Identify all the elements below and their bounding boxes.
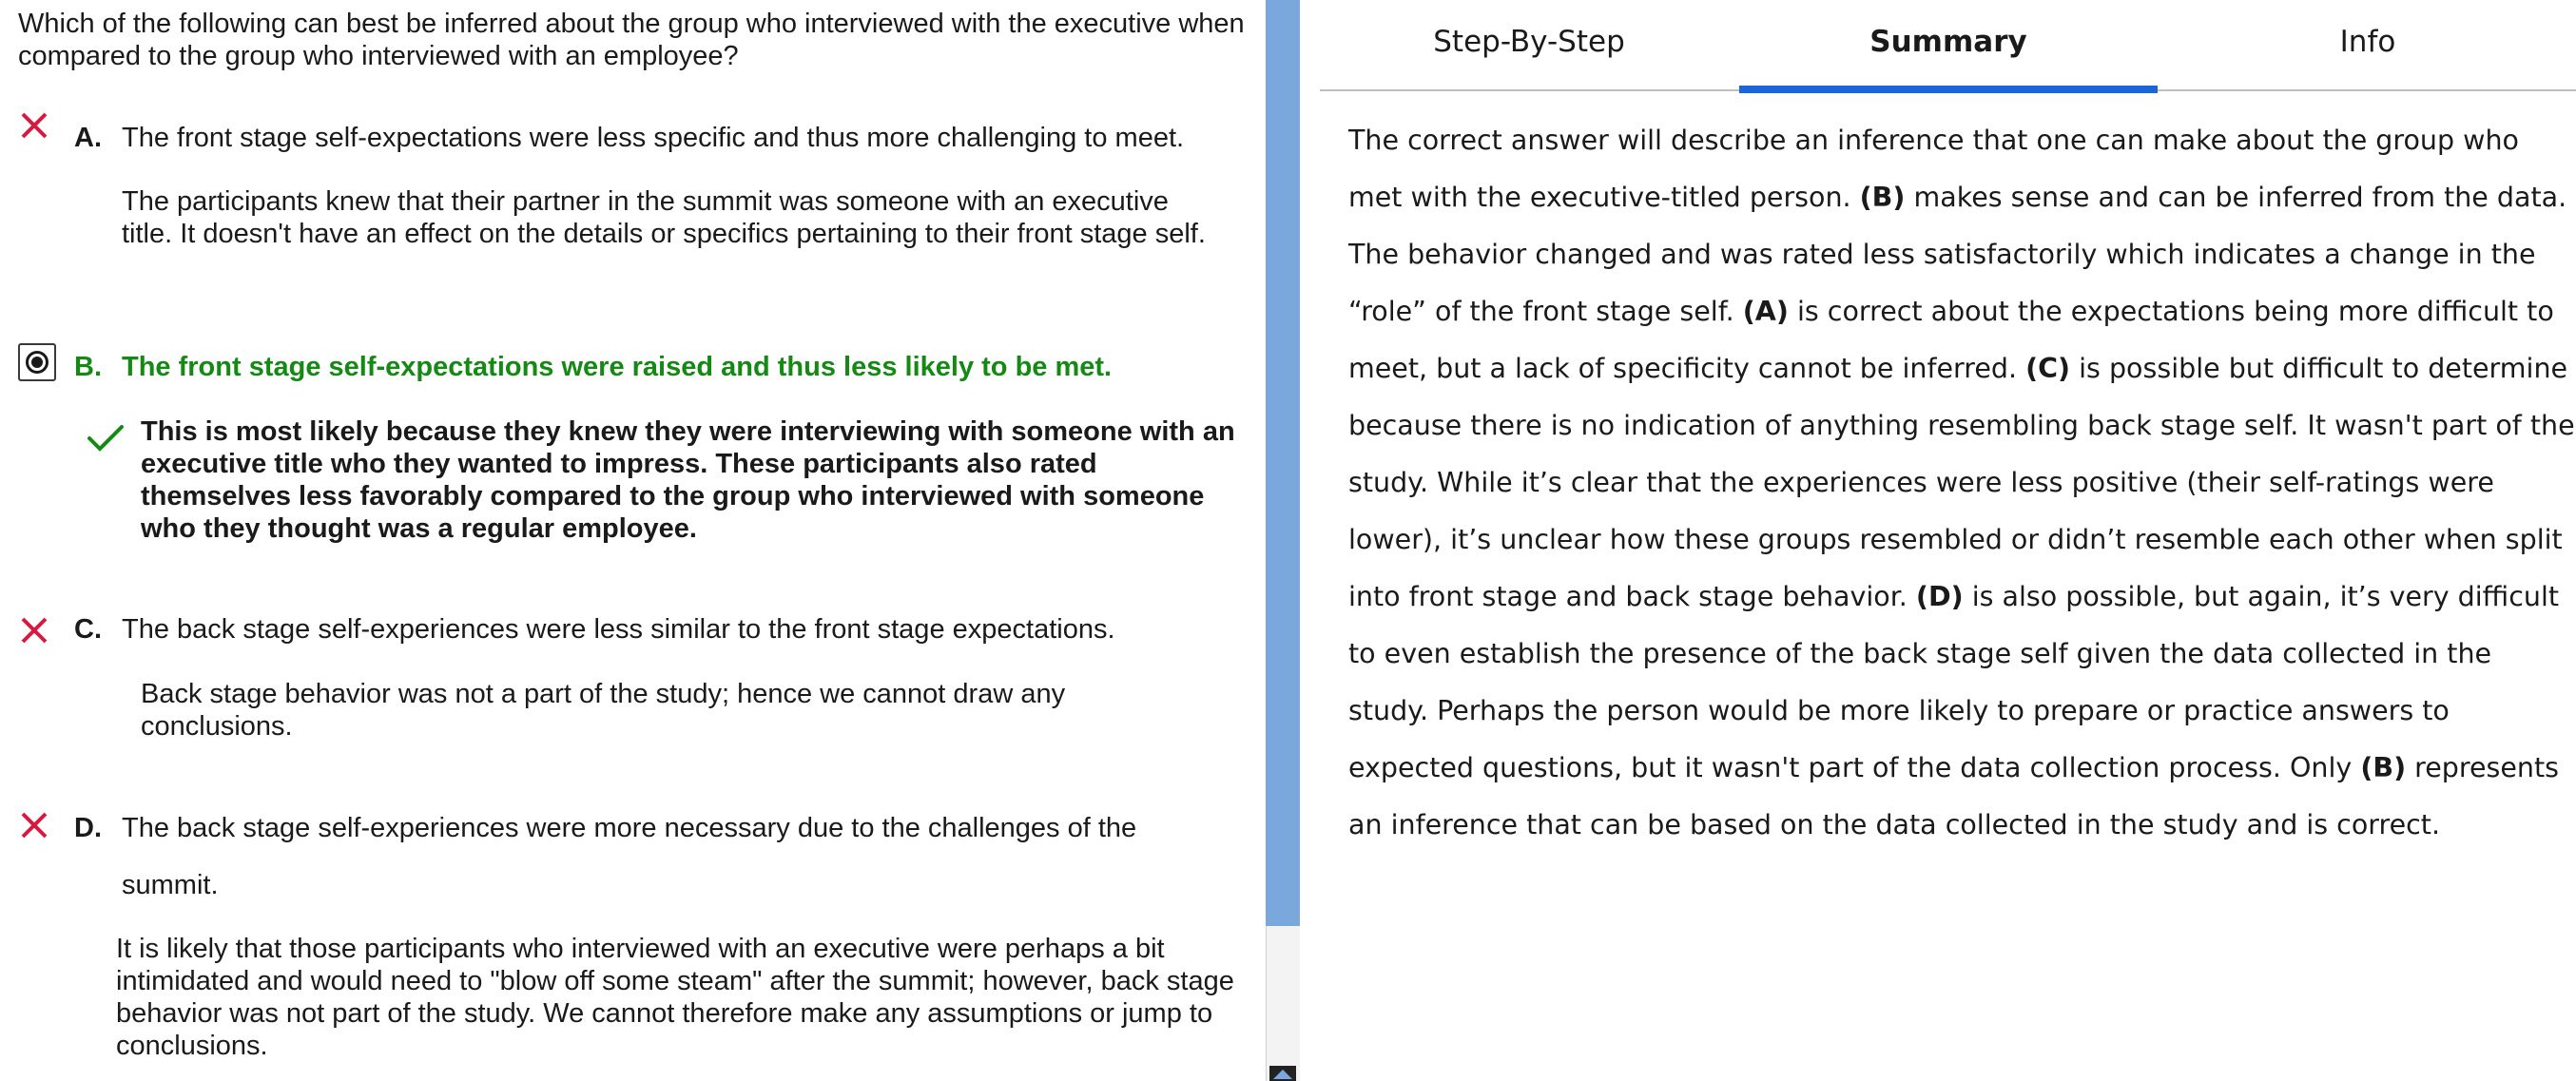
answer-review-pane [0,0,1266,1081]
x-icon [17,613,51,647]
choice-text: The front stage self-expectations were less specific and thus more challenging to meet. [122,123,1185,153]
x-icon [17,108,51,143]
tab-summary[interactable]: Summary [1739,0,2158,89]
tab-info[interactable]: Info [2339,25,2396,59]
pane-splitter[interactable] [1266,0,1300,1081]
choice-letter: D. [74,813,102,843]
choice-explanation: This is most likely because they knew they were interviewing with someone with an executive title who they wanted to impress. These participants also rated themselves less favorably compared to the group who interviewed with someone who they thought was a regular employee. [141,416,1235,544]
choice-text: The front stage self-expectations were raised and thus less likely to be met. [122,352,1113,382]
explanation-pane [1300,0,2576,1081]
choice-text: The back stage self-experiences were more necessary due to the challenges of the [122,813,1137,843]
choice-explanation: Back stage behavior was not a part of the study; hence we cannot draw any conclusions. [141,679,1066,742]
choice-text-continued: summit. [122,870,219,900]
choice-letter: A. [74,123,102,153]
tab-step-by-step[interactable]: Step-By-Step [1433,25,1625,59]
scroll-up-arrow-icon[interactable] [1269,1066,1296,1081]
question-text: Which of the following can best be inferred about the group who interviewed with the executive when compared to the group who interviewed with an employee? [18,9,1245,71]
choice-text: The back stage self-experiences were less similar to the front stage expectations. [122,614,1115,645]
choice-explanation: The participants knew that their partner in the summit was someone with an executive title. It doesn't have an effect on the details or specifics pertaining to their front stage self. [122,186,1206,249]
tab-bar [1320,0,2576,91]
choice-explanation: It is likely that those participants who interviewed with an executive were perhaps a bit intimidated and would need to "blow off some steam" after the summit; however, back stage behavior was not part of the study. We cannot therefore make any assumptions or jump to conclusions. [116,934,1234,1061]
choice-letter: B. [74,352,102,382]
scrollbar-track[interactable] [1266,926,1300,1081]
radio-selected-icon[interactable] [18,343,56,381]
summary-text: The correct answer will describe an inference that one can make about the group who met with the executive-titled person. (B) makes sense and can be inferred from the data. The behavior changed and was rated less satisfactorily which indicates a change in the “role” of the front stage self. (A) is correct about the expectations being more difficult to meet, but a lack of specificity cannot be inferred. (C) is possible but difficult to determine because there is no indication of anything resembling back stage self. It wasn't part of the study. While it’s clear that the experiences were less positive (their self-ratings were lower), it’s unclear how these groups resembled or didn’t resemble each other when split into front stage and back stage behavior. (D) is also possible, but again, it’s very difficult to even establish the presence of the back stage self given the data collected in the study. Perhaps the person would be more likely to prepare or practice answers to expected questions, but it wasn't part of the data collection process. Only (B) represents an inference that can be based on the data collected in the study and is correct. [1348,125,2575,840]
x-icon [17,808,51,842]
choice-letter: C. [74,614,102,645]
check-icon [86,417,126,457]
